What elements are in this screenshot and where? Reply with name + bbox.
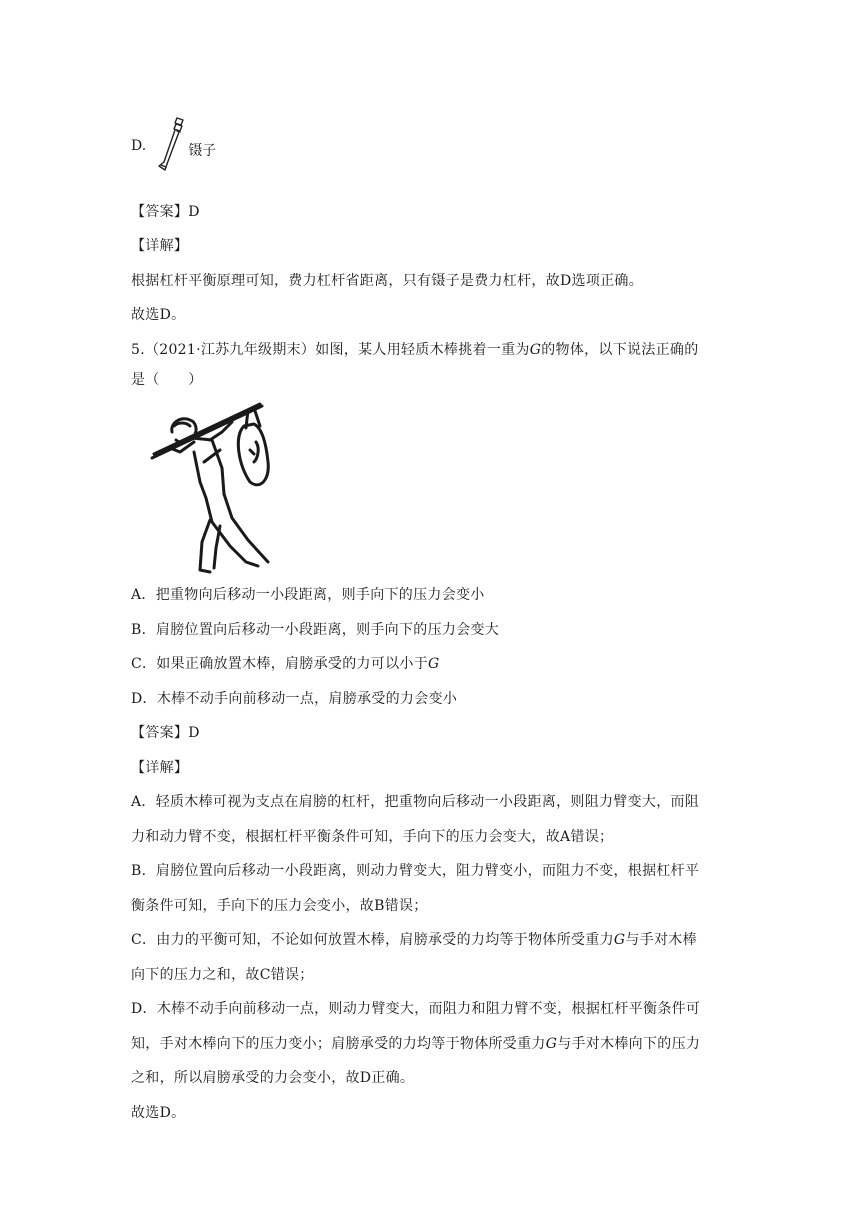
q5-explain-c1-text: C．由力的平衡可知，不论如何放置木棒，肩膀承受的力均等于物体所受重力 <box>131 932 614 948</box>
tweezers-icon <box>156 116 188 176</box>
q5-explain-b2: 衡条件可知，手向下的压力会变小，故B错误； <box>131 898 428 914</box>
q5-explain-c1-post: 与手对木棒 <box>625 932 697 948</box>
q5-option-c <box>131 654 440 674</box>
option-d-row <box>131 116 216 176</box>
q5-explain-d2 <box>131 1034 700 1054</box>
q5-explain-d1: D．木棒不动手向前移动一点，则动力臂变大，而阻力和阻力臂不变，根据杠杆平衡条件可 <box>131 1001 701 1017</box>
q5-explain-d2-post: 与手对木棒向下的压力 <box>557 1036 701 1052</box>
option-d-text: 镊子 <box>188 143 217 159</box>
q5-explain-c1 <box>131 930 697 950</box>
q4-detail-heading: 【详解】 <box>131 238 189 254</box>
q5-option-c-text: C．如果正确放置木棒，肩膀承受的力可以小于 <box>131 656 429 672</box>
q5-stem-text-rest: 的物体，以下说法正确的 <box>541 342 699 358</box>
q5-conclusion: 故选D。 <box>131 1105 186 1121</box>
q5-explain-d2-var: G <box>545 1036 558 1052</box>
q5-option-d: D．木棒不动手向前移动一点，肩膀承受的力会变小 <box>131 691 458 707</box>
q5-explain-d2-text: 知，手对木棒向下的压力变小；肩膀承受的力均等于物体所受重力 <box>131 1036 546 1052</box>
q5-explain-c1-var: G <box>613 932 626 948</box>
q5-answer: 【答案】D <box>131 725 200 741</box>
q4-detail-text: 根据杠杆平衡原理可知，费力杠杆省距离，只有镊子是费力杠杆，故D选项正确。 <box>131 273 644 289</box>
q4-answer: 【答案】D <box>131 204 200 220</box>
q5-stem-text: 5.（2021·江苏九年级期末）如图，某人用轻质木棒挑着一重为 <box>131 342 530 358</box>
q5-stem-var: G <box>529 342 542 358</box>
q5-explain-a2: 力和动力臂不变，根据杠杆平衡条件可知，手向下的压力会变大，故A错误； <box>131 829 614 845</box>
q5-detail-heading: 【详解】 <box>131 760 189 776</box>
q5-explain-d3: 之和，所以肩膀承受的力会变小，故D正确。 <box>131 1070 415 1086</box>
q5-stem-line2: 是（ ） <box>131 372 203 388</box>
q4-conclusion: 故选D。 <box>131 307 186 323</box>
q5-explain-a1: A．轻质木棒可视为支点在肩膀的杠杆，把重物向后移动一小段距离，则阻力臂变大，而阻 <box>131 794 700 810</box>
q5-stem-line1 <box>131 340 699 360</box>
q5-explain-b1: B．肩膀位置向后移动一小段距离，则动力臂变大，阻力臂变小，而阻力不变，根据杠杆平 <box>131 863 700 879</box>
q5-option-b: B．肩膀位置向后移动一小段距离，则手向下的压力会变大 <box>131 622 500 638</box>
q5-option-c-var: G <box>428 656 440 672</box>
q5-explain-c2: 向下的压力之和，故C错误； <box>131 967 314 983</box>
option-d-prefix: D. <box>131 138 147 154</box>
q5-option-a: A．把重物向后移动一小段距离，则手向下的压力会变小 <box>131 587 485 603</box>
man-carrying-stick-icon <box>150 402 276 574</box>
